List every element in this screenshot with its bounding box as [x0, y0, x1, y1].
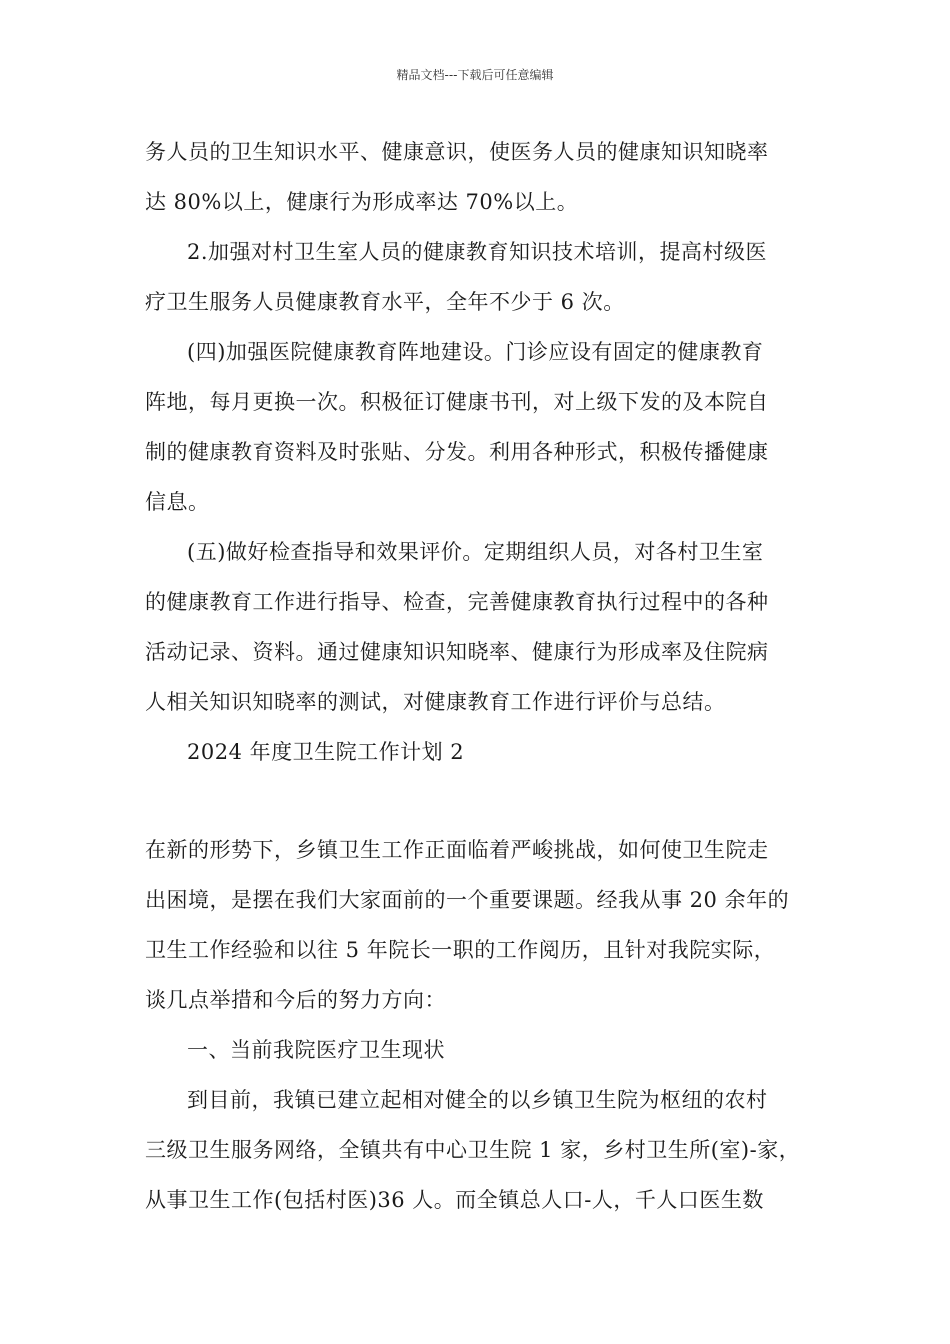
body-line: 在新的形势下，乡镇卫生工作正面临着严峻挑战，如何使卫生院走 [145, 838, 769, 862]
body-line: 的健康教育工作进行指导、检查，完善健康教育执行过程中的各种 [145, 590, 769, 614]
body-line: (五)做好检查指导和效果评价。定期组织人员，对各村卫生室 [187, 540, 764, 564]
body-line: 三级卫生服务网络，全镇共有中心卫生院 1 家，乡村卫生所(室)-家， [145, 1138, 801, 1162]
body-line: 制的健康教育资料及时张贴、分发。利用各种形式，积极传播健康 [145, 440, 769, 464]
body-line: 活动记录、资料。通过健康知识知晓率、健康行为形成率及住院病 [145, 640, 769, 664]
body-line: 谈几点举措和今后的努力方向： [145, 988, 446, 1012]
body-line: (四)加强医院健康教育阵地建设。门诊应设有固定的健康教育 [187, 340, 764, 364]
body-line: 人相关知识知晓率的测试，对健康教育工作进行评价与总结。 [145, 690, 726, 714]
body-line: 从事卫生工作(包括村医)36 人。而全镇总人口-人，千人口医生数 [145, 1188, 764, 1212]
body-line: 信息。 [145, 490, 210, 514]
subheading: 一、当前我院医疗卫生现状 [187, 1038, 445, 1062]
body-line: 达 80%以上，健康行为形成率达 70%以上。 [145, 190, 579, 214]
body-line: 到目前，我镇已建立起相对健全的以乡镇卫生院为枢纽的农村 [187, 1088, 768, 1112]
body-line: 务人员的卫生知识水平、健康意识，使医务人员的健康知识知晓率 [145, 140, 769, 164]
body-line: 卫生工作经验和以往 5 年院长一职的工作阅历，且针对我院实际， [145, 938, 776, 962]
body-line: 阵地，每月更换一次。积极征订健康书刊，对上级下发的及本院自 [145, 390, 769, 414]
body-line: 疗卫生服务人员健康教育水平，全年不少于 6 次。 [145, 290, 625, 314]
page-header: 精品文档---下载后可任意编辑 [396, 68, 554, 82]
body-line: 出困境，是摆在我们大家面前的一个重要课题。经我从事 20 余年的 [145, 888, 790, 912]
body-line: 2.加强对村卫生室人员的健康教育知识技术培训，提高村级医 [187, 240, 768, 264]
section-title: 2024 年度卫生院工作计划 2 [187, 740, 465, 764]
